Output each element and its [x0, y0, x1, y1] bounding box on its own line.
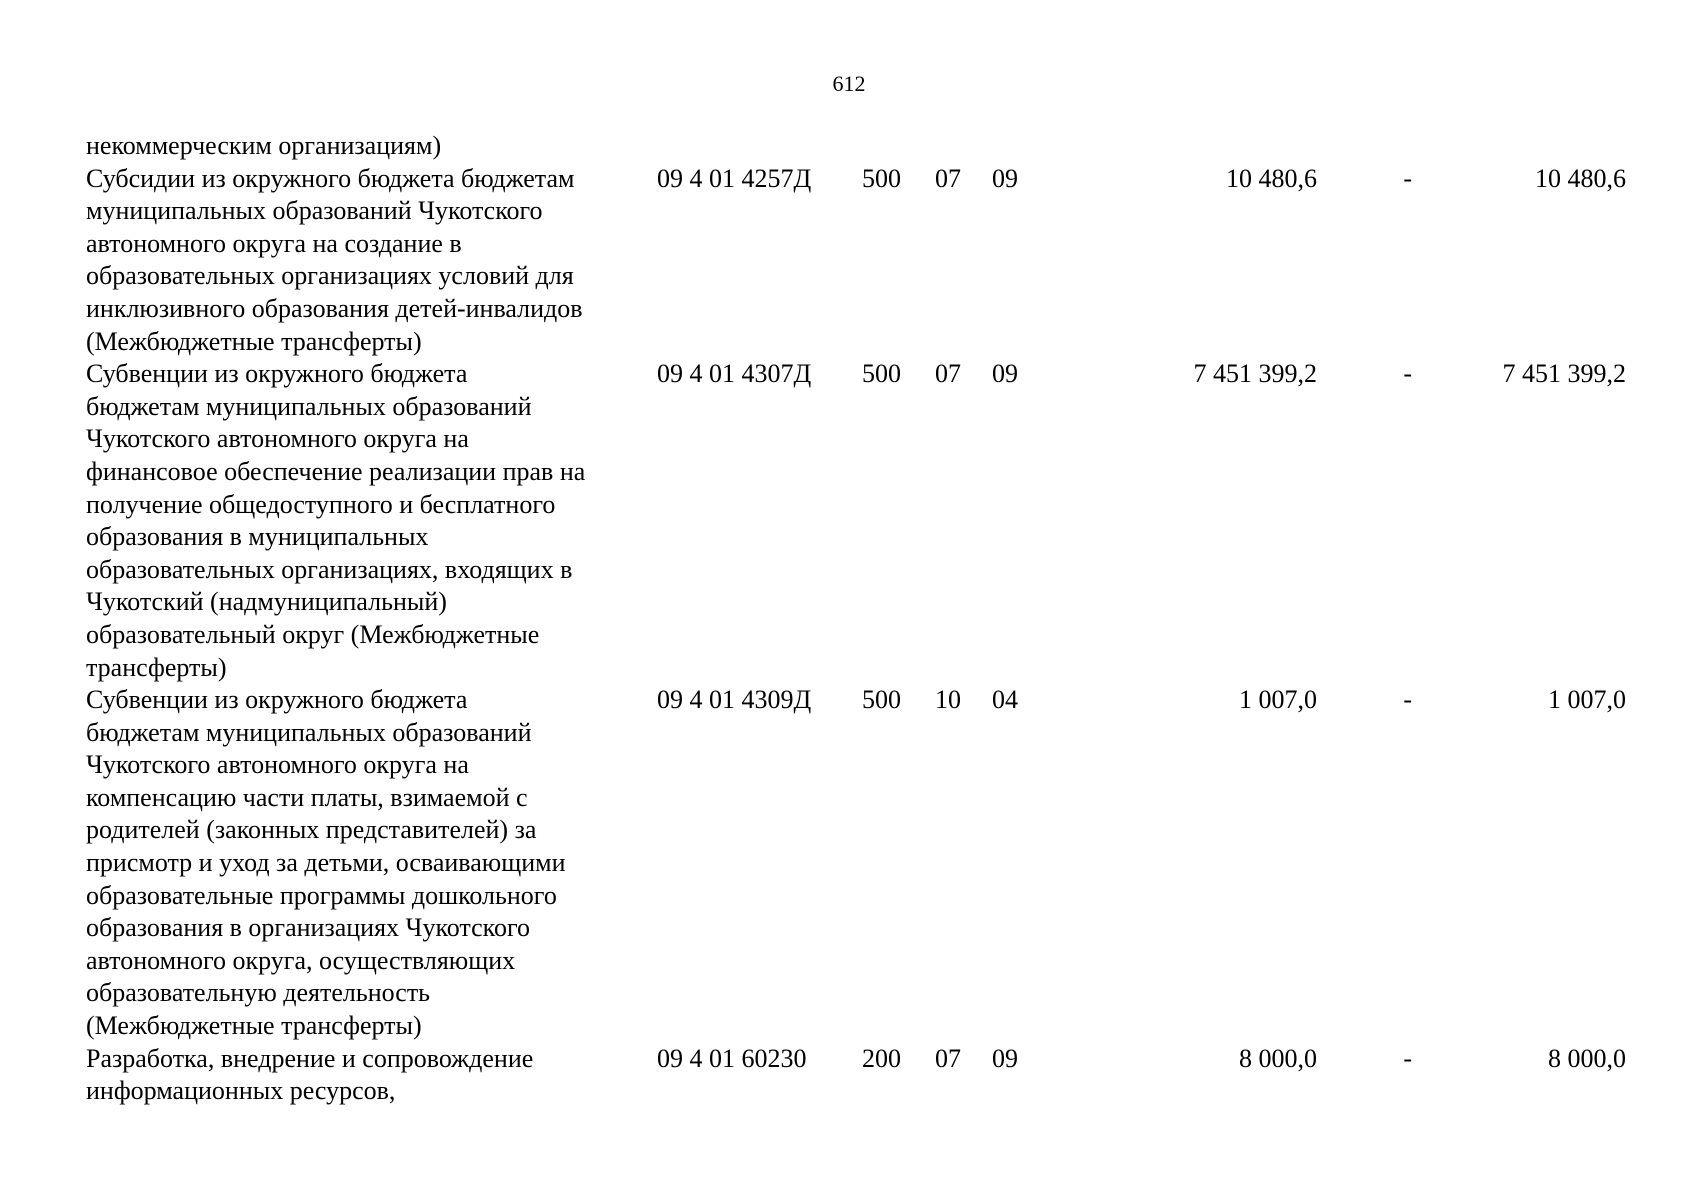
- description-line: трансферты): [86, 652, 227, 682]
- page-number: 612: [832, 71, 866, 96]
- amount-total: 8 000,0: [1239, 1043, 1317, 1073]
- description-line: Разработка, внедрение и сопровождение: [86, 1043, 534, 1073]
- description-line: Субсидии из окружного бюджета бюджетам: [86, 163, 575, 193]
- table-row: [86, 130, 1626, 163]
- amount-federal: -: [1403, 359, 1412, 389]
- description-line: информационных ресурсов,: [86, 1076, 396, 1106]
- description-line: образования в муниципальных: [86, 522, 429, 552]
- amount-regional: 7 451 399,2: [1502, 359, 1626, 389]
- description-line: компенсацию части платы, взимаемой с: [86, 782, 528, 812]
- expense-type-code: 500: [862, 685, 901, 715]
- description-line: бюджетам муниципальных образований: [86, 717, 532, 747]
- amount-regional: 1 007,0: [1548, 685, 1626, 715]
- description-line: образовательную деятельность: [86, 978, 431, 1008]
- amount-regional: 8 000,0: [1548, 1043, 1626, 1073]
- table-row: [86, 358, 1626, 684]
- description-line: (Межбюджетные трансферты): [86, 1011, 422, 1041]
- section-code: 10: [935, 685, 961, 715]
- description-line: Чукотского автономного округа на: [86, 424, 469, 454]
- description-line: некоммерческим организациям): [86, 131, 442, 160]
- budget-table: [86, 130, 1626, 1108]
- table-row: [86, 163, 1626, 359]
- amount-federal: -: [1403, 163, 1412, 193]
- description-line: родителей (законных представителей) за: [86, 815, 537, 845]
- amount-total: 10 480,6: [1226, 163, 1317, 193]
- description-line: образовательных организациях, входящих в: [86, 554, 573, 584]
- section-code: 07: [935, 163, 961, 193]
- subsection-code: 09: [992, 1043, 1018, 1073]
- description-line: муниципальных образований Чукотского: [86, 196, 543, 226]
- expense-type-code: 500: [862, 359, 901, 389]
- table-row: [86, 1043, 1626, 1108]
- description-line: образовательные программы дошкольного: [86, 880, 557, 910]
- description-line: образовательный округ (Межбюджетные: [86, 619, 540, 649]
- subsection-code: 09: [992, 163, 1018, 193]
- target-article-code: 09 4 01 4307Д: [657, 359, 812, 389]
- amount-federal: -: [1403, 1043, 1412, 1073]
- table-row: [86, 684, 1626, 1043]
- amount-total: 1 007,0: [1239, 685, 1317, 715]
- description-line: автономного округа на создание в: [86, 228, 462, 258]
- row-description: [86, 130, 646, 163]
- subsection-code: 09: [992, 359, 1018, 389]
- section-code: 07: [935, 1043, 961, 1073]
- target-article-code: 09 4 01 60230: [657, 1043, 807, 1073]
- amount-total: 7 451 399,2: [1193, 359, 1317, 389]
- description-line: Чукотского автономного округа на: [86, 750, 469, 780]
- amount-federal: -: [1403, 685, 1412, 715]
- row-description: [86, 1043, 646, 1108]
- description-line: получение общедоступного и бесплатного: [86, 489, 556, 519]
- subsection-code: 04: [992, 685, 1018, 715]
- description-line: образования в организациях Чукотского: [86, 913, 530, 943]
- target-article-code: 09 4 01 4257Д: [657, 163, 812, 193]
- amount-regional: 10 480,6: [1535, 163, 1626, 193]
- target-article-code: 09 4 01 4309Д: [657, 685, 812, 715]
- description-line: Субвенции из окружного бюджета: [86, 359, 468, 389]
- description-line: присмотр и уход за детьми, осваивающими: [86, 848, 566, 878]
- description-line: Субвенции из окружного бюджета: [86, 685, 468, 715]
- expense-type-code: 500: [862, 163, 901, 193]
- description-line: Чукотский (надмуниципальный): [86, 587, 447, 617]
- row-description: [86, 358, 646, 684]
- expense-type-code: 200: [862, 1043, 901, 1073]
- description-line: автономного округа, осуществляющих: [86, 945, 516, 975]
- description-line: образовательных организациях условий для: [86, 261, 574, 291]
- description-line: финансовое обеспечение реализации прав на: [86, 456, 586, 486]
- description-line: (Межбюджетные трансферты): [86, 326, 422, 356]
- description-line: бюджетам муниципальных образований: [86, 391, 532, 421]
- row-description: [86, 163, 646, 359]
- description-line: инклюзивного образования детей-инвалидов: [86, 293, 583, 323]
- section-code: 07: [935, 359, 961, 389]
- row-description: [86, 684, 646, 1043]
